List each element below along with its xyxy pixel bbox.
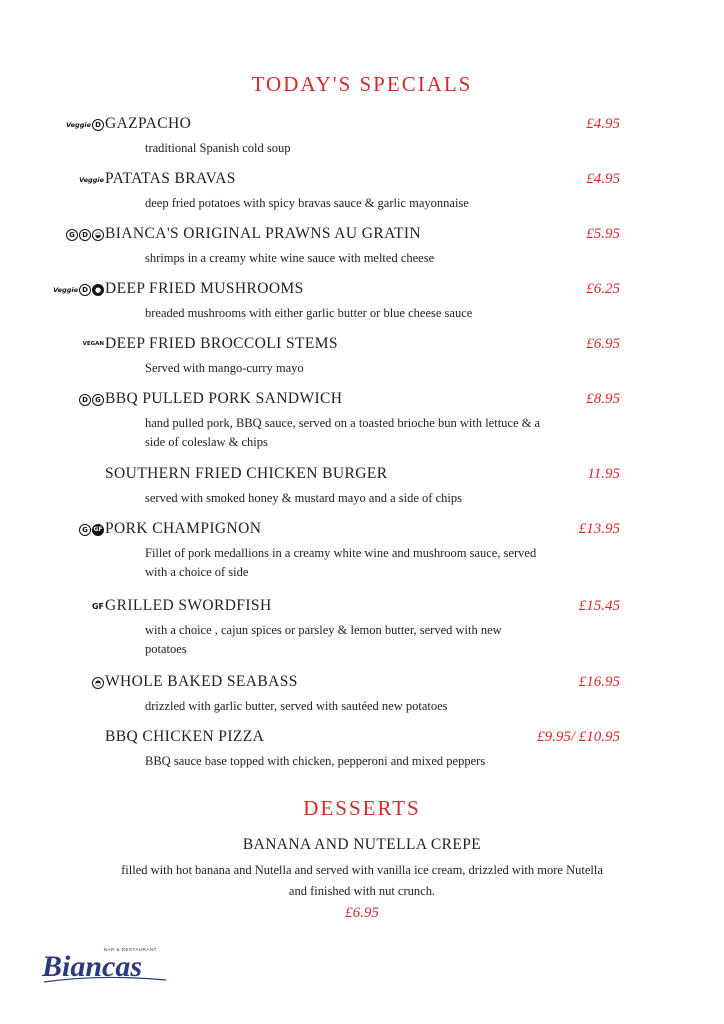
item-description: drizzled with garlic butter, served with sautéed new potatoes bbox=[145, 699, 448, 713]
item-description: shrimps in a creamy white wine sauce with melted cheese bbox=[145, 251, 435, 265]
menu-item-bbq-pulled-pork bbox=[0, 390, 724, 452]
veggie-icon: Veggie bbox=[79, 175, 104, 184]
item-price: £6.95 bbox=[586, 336, 620, 352]
dairy-free-icon: D bbox=[79, 284, 91, 296]
gluten-icon: G bbox=[66, 229, 78, 241]
gluten-icon: G bbox=[79, 524, 91, 536]
dairy-free-icon: D bbox=[79, 394, 91, 406]
menu-item-whole-baked-seabass bbox=[0, 673, 724, 716]
item-price: £4.95 bbox=[586, 116, 620, 132]
item-name: PORK CHAMPIGNON bbox=[105, 520, 262, 537]
dairy-free-icon: D bbox=[79, 229, 91, 241]
desserts-title: DESSERTS bbox=[303, 796, 421, 820]
menu-item-broccoli-stems bbox=[0, 335, 724, 378]
item-description: served with smoked honey & mustard mayo and a side of chips bbox=[145, 491, 462, 505]
menu-item-prawns-au-gratin bbox=[0, 225, 724, 268]
item-price: 11.95 bbox=[587, 466, 620, 482]
gluten-free-icon: GF bbox=[92, 524, 104, 536]
gluten-free-icon: GF bbox=[91, 602, 104, 611]
item-name: WHOLE BAKED SEABASS bbox=[105, 673, 298, 690]
item-name: DEEP FRIED BROCCOLI STEMS bbox=[105, 335, 338, 352]
item-description: Fillet of pork medallions in a creamy white wine and mushroom sauce, served with a choice of side bbox=[145, 546, 537, 579]
menu-item-gazpacho bbox=[0, 115, 724, 158]
item-name: GAZPACHO bbox=[105, 115, 192, 132]
item-description: hand pulled pork, BBQ sauce, served on a toasted brioche bun with lettuce & a side of coleslaw & chips bbox=[145, 416, 541, 449]
item-name: BBQ CHICKEN PIZZA bbox=[105, 728, 265, 745]
item-name: BBQ PULLED PORK SANDWICH bbox=[105, 390, 343, 407]
item-description: BBQ sauce base topped with chicken, pepperoni and mixed peppers bbox=[145, 754, 486, 768]
fish-icon: ◓ bbox=[92, 677, 104, 689]
item-description: deep fried potatoes with spicy bravas sauce & garlic mayonnaise bbox=[145, 196, 469, 210]
logo-wordmark: Biancas bbox=[42, 950, 143, 983]
specials-title: TODAY'S SPECIALS bbox=[251, 72, 473, 96]
gluten-icon: G bbox=[92, 394, 104, 406]
item-description: traditional Spanish cold soup bbox=[145, 141, 291, 155]
vegan-icon: VEGAN bbox=[82, 341, 104, 348]
veggie-icon: Veggie bbox=[66, 120, 91, 129]
item-price: £8.95 bbox=[586, 391, 620, 407]
menu-item-deep-fried-mushrooms bbox=[0, 280, 724, 323]
logo-tagline: BAR & RESTAURANT bbox=[104, 947, 157, 952]
menu-item-chicken-burger bbox=[0, 465, 724, 508]
item-price: £6.25 bbox=[586, 281, 620, 297]
item-price: £15.45 bbox=[578, 598, 620, 614]
veggie-icon: Veggie bbox=[53, 285, 78, 294]
dessert-description: filled with hot banana and Nutella and served with vanilla ice cream, drizzled with more Nutella and finished with nut crunch. bbox=[121, 863, 603, 898]
item-name: BIANCA'S ORIGINAL PRAWNS AU GRATIN bbox=[105, 225, 421, 242]
item-price: £4.95 bbox=[586, 171, 620, 187]
dessert-price: £6.95 bbox=[345, 905, 379, 921]
item-description: breaded mushrooms with either garlic butter or blue cheese sauce bbox=[145, 306, 473, 320]
item-name: DEEP FRIED MUSHROOMS bbox=[105, 280, 304, 297]
item-price: £5.95 bbox=[586, 226, 620, 242]
shellfish-icon: ◒ bbox=[92, 229, 104, 241]
egg-icon: ● bbox=[92, 284, 104, 296]
item-name: GRILLED SWORDFISH bbox=[105, 597, 272, 614]
biancas-logo bbox=[40, 940, 170, 990]
item-name: SOUTHERN FRIED CHICKEN BURGER bbox=[105, 465, 388, 482]
dairy-free-icon: D bbox=[92, 119, 104, 131]
item-description: with a choice , cajun spices or parsley & lemon butter, served with new potatoes bbox=[145, 623, 502, 656]
menu-item-pork-champignon bbox=[0, 520, 724, 582]
menu-item-bbq-chicken-pizza bbox=[0, 728, 724, 771]
dessert-name: BANANA AND NUTELLA CREPE bbox=[242, 836, 482, 853]
item-name: PATATAS BRAVAS bbox=[105, 170, 236, 187]
item-price: £16.95 bbox=[578, 674, 620, 690]
item-description: Served with mango-curry mayo bbox=[145, 361, 304, 375]
item-price: £9.95/ £10.95 bbox=[537, 729, 620, 745]
menu-item-grilled-swordfish bbox=[0, 597, 724, 659]
item-price: £13.95 bbox=[578, 521, 620, 537]
menu-item-patatas-bravas bbox=[0, 170, 724, 213]
